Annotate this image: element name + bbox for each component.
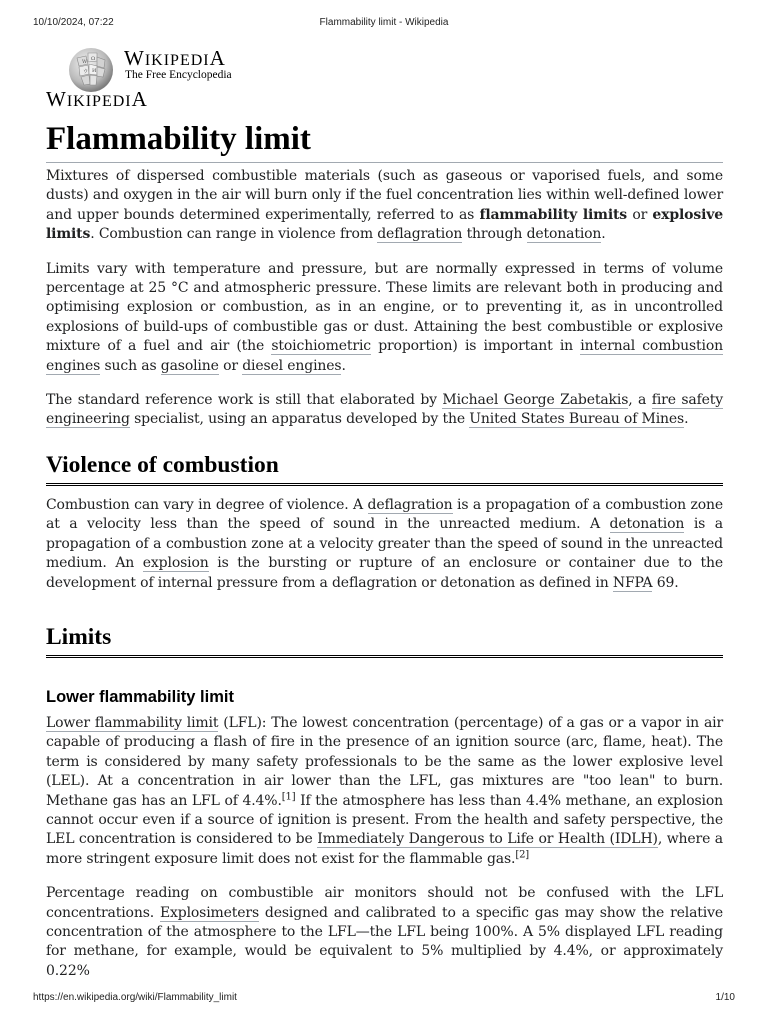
link-lower-flammability-limit[interactable]: Lower flammability limit [46,714,219,731]
link-deflagration-2[interactable]: deflagration [367,496,453,513]
citation-1[interactable]: [1] [281,790,296,802]
link-us-bureau-of-mines[interactable]: United States Bureau of Mines [469,411,685,428]
link-detonation[interactable]: detonation [526,226,602,243]
link-idlh[interactable]: Immediately Dangerous to Life or Health (IDLH) [317,831,658,848]
svg-text:Ω: Ω [91,56,96,62]
citation-2[interactable]: [2] [515,849,530,861]
link-stoichiometric[interactable]: stoichiometric [271,338,371,355]
violence-paragraph: Combustion can vary in degree of violence. A deflagration is a propagation of a combustion zone at a velocity less than the speed of sound in the unreacted medium. A detonation is a propagation of a combustion zone at a velocity greater than the speed of sound in the unreacted medium. An explosion is the bursting or rupture of an enclosure or container due to the development of internal pressure from a deflagration or detonation as defined in NFPA 69. [46,496,723,591]
print-doc-title: Flammability limit - Wikipedia [319,17,449,28]
wordmark: WIKIPEDIA [124,46,226,70]
link-explosion[interactable]: explosion [142,555,209,572]
link-diesel-engines[interactable]: diesel engines [242,357,342,374]
section-heading-violence: Violence of combustion [46,450,723,486]
article-content [46,118,723,981]
intro-paragraph-2: Limits vary with temperature and pressure, but are normally expressed in terms of volume percentage at 25 °C and atmospheric pressure. These limits are relevant both in producing and optimising explosion or combustion, as in an engine, or to preventing it, as in uncontrolled explosions of build-ups of combustible gas or dust. Attaining the best combustible or explosive mixture of a fuel and air (the stoichiometric proportion) is important in internal combustion engines such as gasoline or diesel engines. [46,260,724,374]
link-michael-george-zabetakis[interactable]: Michael George Zabetakis [442,392,629,409]
print-header [33,17,735,31]
tagline: The Free Encyclopedia [125,69,232,81]
page-title: Flammability limit [46,118,723,163]
print-page-number: 1/10 [715,992,735,1003]
lfl-paragraph-2: Percentage reading on combustible air monitors should not be confused with the LFL concentrations. Explosimeters designed and calibrated to a specific gas may show the relative concentration of the atmosphere to the LFL—the LFL being 100%. A 5% displayed LFL reading for methane, for example, would be equivalent to 5% multiplied by 4.4%, or approximately 0.22% [46,885,723,979]
svg-text:W: W [82,59,88,65]
section-heading-limits: Limits [46,622,723,658]
link-fire-safety-engineering[interactable]: fire safety engineering [46,392,723,428]
link-explosimeters[interactable]: Explosimeters [159,904,259,921]
intro-paragraph-3: The standard reference work is still that elaborated by Michael George Zabetakis, a fire safety engineering specialist, using an apparatus developed by the United States Bureau of Mines. [46,392,723,428]
link-gasoline[interactable]: gasoline [160,357,219,374]
svg-text:И: И [92,68,97,74]
wikipedia-logo[interactable] [46,44,286,110]
link-detonation-2[interactable]: detonation [609,516,685,533]
print-datetime: 10/10/2024, 07:22 [33,17,114,28]
link-nfpa[interactable]: NFPA [612,574,653,591]
lfl-paragraph-1: Lower flammability limit (LFL): The lowest concentration (percentage) of a gas or a vapor in air capable of producing a flash of fire in the presence of an ignition source (arc, flame, heat). The term is considered by many safety professionals to be the same as the lower explosive level (LEL). At a concentration in air lower than the LFL, gas mixtures are "too lean" to burn. Methane gas has an LFL of 4.4%.[1] If the atmosphere has less than 4.4% methane, an explosion cannot occur even if a source of ignition is present. From the health and safety perspective, the LEL concentration is considered to be Immediately Dangerous to Life or Health (IDLH), where a more stringent exposure limit does not exist for the flammable gas.[2] [46,714,724,867]
print-url: https://en.wikipedia.org/wiki/Flammability_limit [33,992,237,1003]
print-footer [33,992,735,1006]
link-internal-combustion-engines[interactable]: internal combustion engines [46,338,724,374]
svg-text:ウ: ウ [83,69,89,75]
link-deflagration[interactable]: deflagration [377,226,463,243]
intro-paragraph-1: Mixtures of dispersed combustible materials (such as gaseous or vaporised fuels, and some dusts) and oxygen in the air will burn only if the fuel concentration lies within well-defined lower and upper bounds determined experimentally, referred to as flammability limits or explosive limits. Combustion can range in violence from deflagration through detonation. [46,168,724,243]
wordmark-secondary: WIKIPEDIA [46,87,148,111]
subsection-heading-lfl: Lower flammability limit [46,687,234,706]
